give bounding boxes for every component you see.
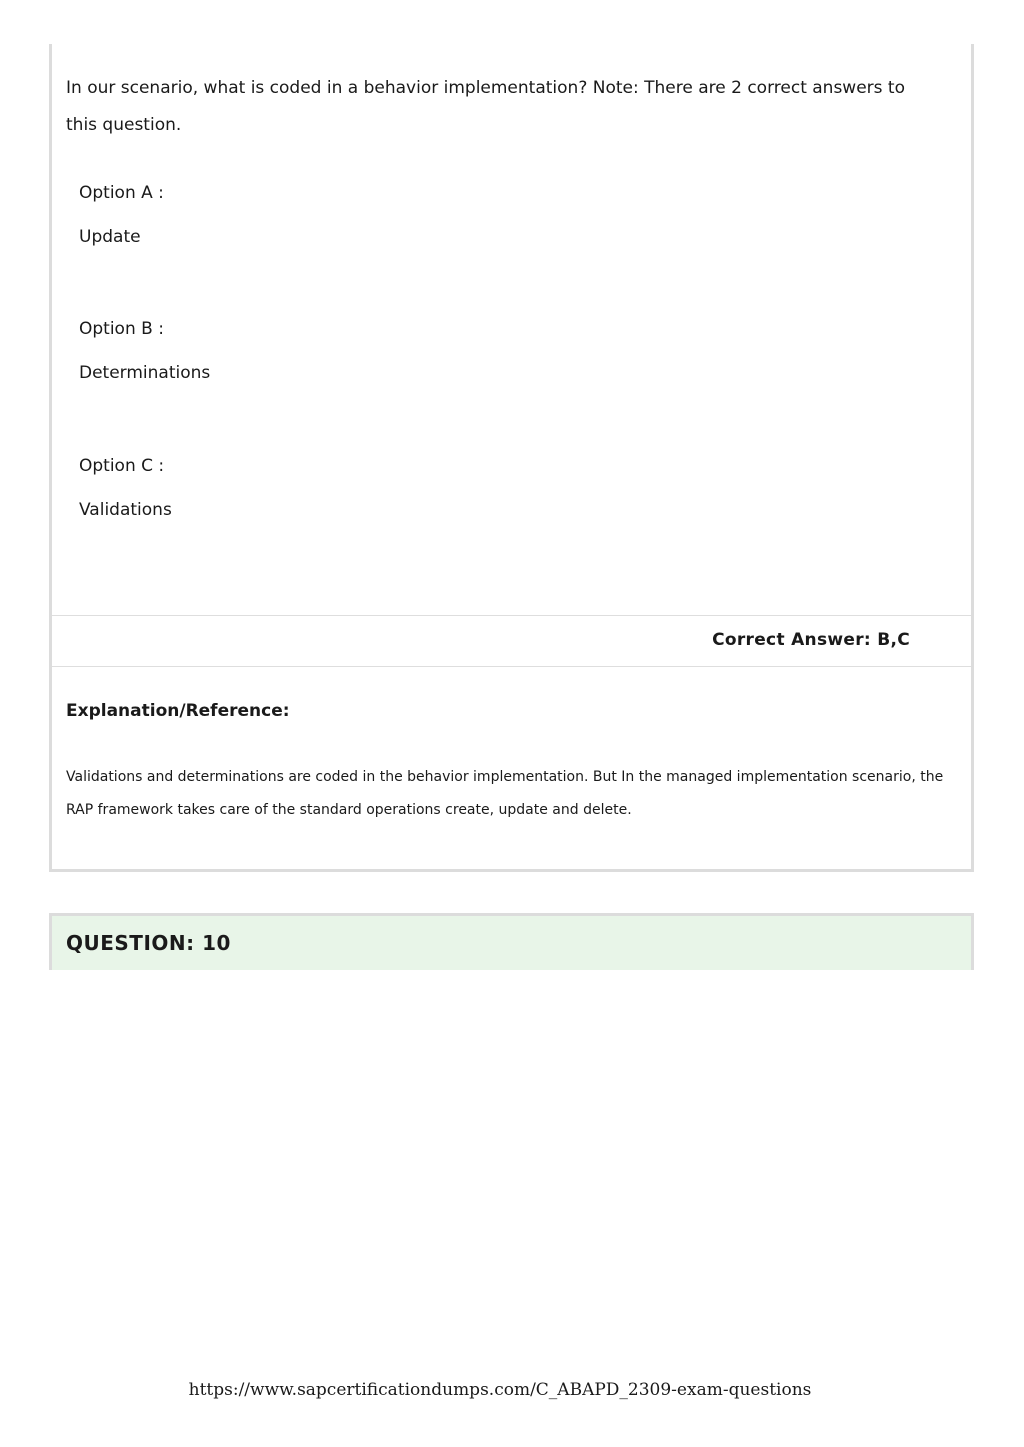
answer-divider-bottom xyxy=(52,666,971,667)
option-b-value: Determinations xyxy=(79,363,211,383)
answer-divider-top xyxy=(52,615,971,616)
explanation-heading: Explanation/Reference: xyxy=(66,701,290,721)
question-card xyxy=(49,44,974,872)
explanation-text: Validations and determinations are coded in the behavior implementation. But In the managed implementation scenario, the RAP framework takes care of the standard operations create, update and delete. xyxy=(66,769,944,818)
option-a-label: Option A : xyxy=(79,183,164,203)
question-text: In our scenario, what is coded in a behavior implementation? Note: There are 2 correct answers to this question. xyxy=(66,78,905,135)
option-c-value: Validations xyxy=(79,500,172,520)
question-number: QUESTION: 10 xyxy=(66,931,231,955)
option-c-label: Option C : xyxy=(79,456,165,476)
next-question-header xyxy=(49,913,974,970)
footer-url[interactable]: https://www.sapcertificationdumps.com/C_ABAPD_2309-exam-questions xyxy=(188,1380,812,1400)
correct-answer: Correct Answer: B,C xyxy=(712,630,910,650)
option-a-value: Update xyxy=(79,227,141,247)
option-b-label: Option B : xyxy=(79,319,164,339)
